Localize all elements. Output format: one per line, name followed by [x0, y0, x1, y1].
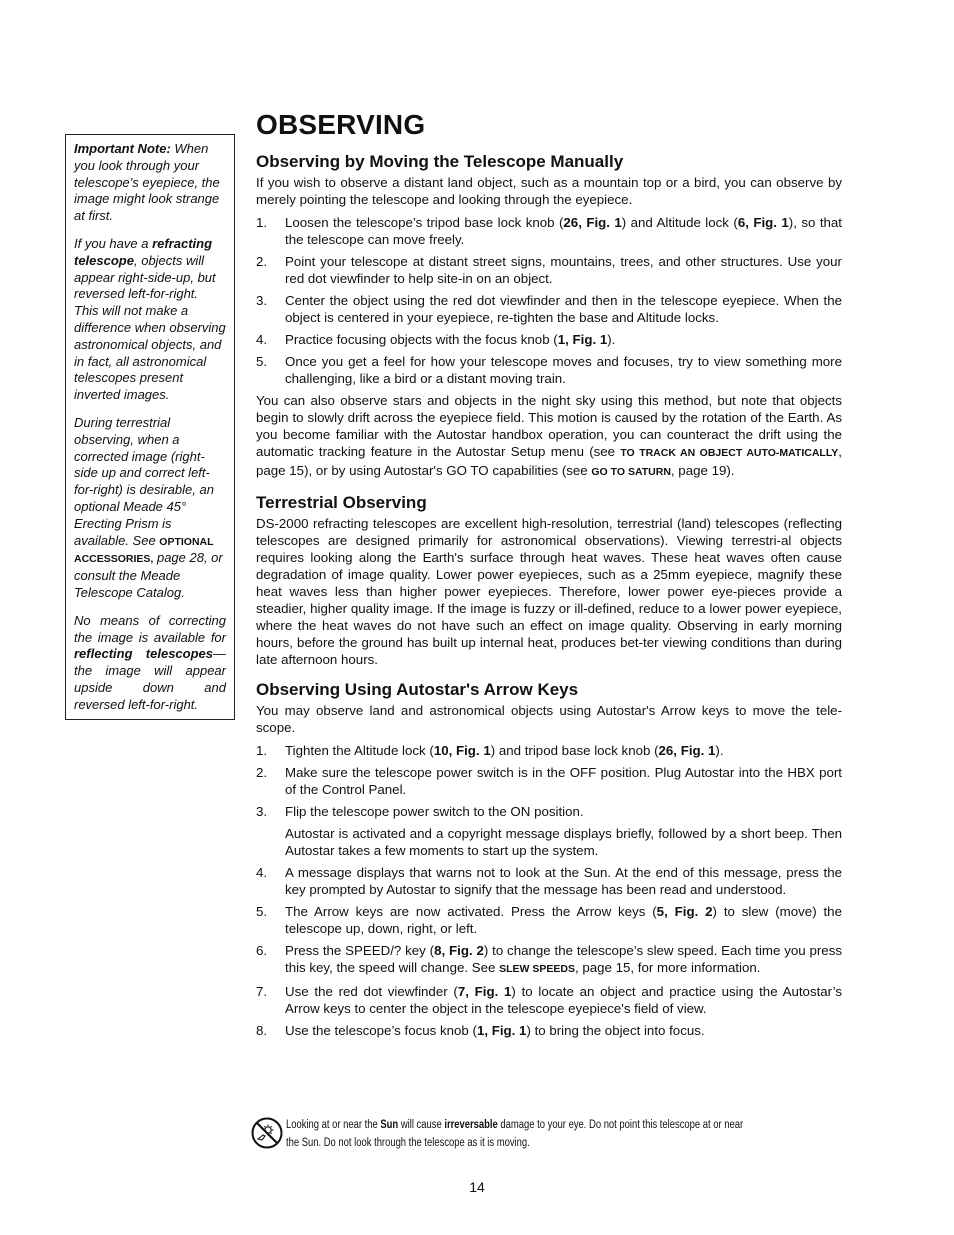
item-text: ) to bring the object into focus.: [526, 1023, 705, 1038]
page-title: OBSERVING: [256, 109, 426, 140]
section-intro: If you wish to observe a distant land object, such as a mountain top or a bird, you can observe by merely pointing the telescope and looking through the eyepiece.: [256, 175, 842, 207]
item-number: 8.: [256, 1023, 268, 1038]
section-intro: You may observe land and astronomical objects using Autostar's Arrow keys to move the tele-scope.: [256, 703, 842, 735]
item-number: 1.: [256, 215, 268, 230]
warning-part: Looking at or near the: [286, 1119, 381, 1131]
section-heading-terrestrial: Terrestrial Observing: [256, 493, 427, 512]
list-item: [256, 764, 842, 798]
item-text: Point your telescope at distant street signs, mountains, trees, and other structures. Use your red dot viewfinder to help site-in on an object.: [285, 254, 842, 286]
item-text: , page 15, for more information.: [574, 960, 761, 975]
item-text: ) and Altitude lock (: [621, 215, 738, 230]
figure-ref: 10, Fig. 1: [433, 743, 491, 758]
warning-part: damage to your eye. Do not point this telescope at or near the Sun. Do not look through the telescope as it is moving.: [286, 1119, 744, 1149]
item-text: Tighten the Altitude lock (: [285, 743, 434, 758]
list-item: [256, 864, 842, 898]
terrestrial-body: DS-2000 refracting telescopes are excellent high-resolution, terrestrial (land) telescopes (reflecting telescopes are designed primarily for astronomical observations). Viewing terrestri-al objects requires looking along the Earth's surface through heat waves. These heat waves often cause degradation of image quality. Lower power eyepieces, such as a 25mm eyepiece, magnify these heat waves less than higher power eyepieces. Therefore, lower power eye-pieces provide a steadier, higher quality image. If the image is fuzzy or ill-defined, reduce to a lower power eyepiece, where the heat waves do not have such an effect on image quality. Observing in early morning hours, before the ground has built up internal heat, produces bet-ter viewing conditions than during late afternoon hours.: [256, 516, 842, 667]
figure-ref: 7, Fig. 1: [457, 984, 512, 999]
para-text: , page 15), or by using Autostar's GO TO capabilities (see: [256, 444, 842, 478]
arrow-keys-steps-list-continued: [256, 864, 842, 1039]
item-text: ) to locate an object and practice using the Autostar’s Arrow keys to center the object in the telescope eyepiece's field of view.: [285, 984, 842, 1016]
item-text: Use the telescope’s focus knob (: [285, 1023, 477, 1038]
item-text: Once you get a feel for how your telescope moves and focuses, try to view something more challenging, like a bird or a distant moving train.: [285, 354, 842, 386]
item-number: 5.: [256, 354, 268, 369]
list-item: [256, 253, 842, 287]
figure-ref: 1, Fig. 1: [557, 332, 608, 347]
item-number: 5.: [256, 904, 268, 919]
item-text: Flip the telescope power switch to the ON position.: [285, 804, 584, 819]
warning-emphasis: Sun: [380, 1119, 399, 1131]
item-text: Press the SPEED/? key (: [285, 943, 435, 958]
item-text: The Arrow keys are now activated. Press the Arrow keys (: [285, 904, 657, 919]
warning-text: [286, 1116, 749, 1152]
item-number: 1.: [256, 743, 268, 758]
note-lead: Important Note:: [74, 141, 171, 156]
note-text: If you have a: [74, 235, 153, 251]
item-text: Use the red dot viewfinder (: [285, 984, 458, 999]
item-text: ) to slew (move) the telescope up, down, right, or left.: [285, 904, 842, 936]
note-bold: reflecting telescopes: [74, 646, 213, 662]
item-number: 4.: [256, 332, 268, 347]
item-text: ), so that the telescope can move freely.: [285, 215, 842, 247]
main-content: [256, 108, 842, 1044]
para-text: , page 19).: [670, 463, 735, 478]
cross-reference: GO TO SATURN: [591, 466, 671, 478]
figure-ref: 6, Fig. 1: [737, 215, 789, 230]
sun-warning: [251, 1116, 851, 1152]
figure-ref: 26, Fig. 1: [658, 743, 716, 758]
note-text: No means of correcting the image is available for: [74, 612, 226, 645]
item-text: ) and tripod base lock knob (: [490, 743, 659, 758]
section-heading-arrow-keys: Observing Using Autostar's Arrow Keys: [256, 680, 579, 699]
para-text: You can also observe stars and objects in the night sky using this method, but note that objects begin to slowly drift across the eyepiece field. This motion is caused by the rotation of the Earth. As you become familiar with the Autostar handbox operation, you can counteract the drift using the automatic tracking feature in the Autostar Setup menu (see: [256, 393, 842, 459]
note-paragraph-3: [74, 415, 226, 602]
item-number: 4.: [256, 865, 268, 880]
note-text: , objects will appear right-side-up, but reversed left-for-right. This will not make a difference when observing astronomical objects, and in fact, all astronomical telescopes present inverted images.: [74, 252, 226, 403]
list-item: [256, 742, 842, 759]
arrow-keys-steps-list: [256, 742, 842, 820]
item-number: 2.: [256, 254, 268, 269]
list-item: [256, 1022, 842, 1039]
list-item: [256, 903, 842, 937]
list-item: [256, 331, 842, 348]
list-item: [256, 214, 842, 248]
warning-part: will cause: [398, 1119, 445, 1131]
list-item: [256, 292, 842, 326]
manual-steps-list: [256, 214, 842, 387]
no-sun-warning-icon: [251, 1117, 283, 1149]
item-text: ).: [607, 332, 616, 347]
important-note-box: [65, 134, 235, 720]
list-item: [256, 803, 842, 820]
section-outro: [256, 392, 842, 481]
figure-ref: 26, Fig. 1: [563, 215, 622, 230]
list-item: [256, 942, 842, 978]
cross-reference: TO TRACK AN OBJECT AUTO-MATICALLY: [620, 447, 839, 459]
item-text: A message displays that warns not to look at the Sun. At the end of this message, press the key prompted by Autostar to signify that the message has been read and understood.: [285, 865, 842, 897]
cross-reference: SLEW SPEEDS: [499, 963, 575, 975]
warning-emphasis: irreversable: [444, 1119, 498, 1131]
item-text: Practice focusing objects with the focus knob (: [285, 332, 558, 347]
item-number: 7.: [256, 984, 268, 999]
note-bold: refracting telescope: [74, 235, 213, 268]
item-text: Loosen the telescope’s tripod base lock knob (: [285, 215, 564, 230]
step-3-detail: Autostar is activated and a copyright message displays briefly, followed by a short beep. Then Autostar takes a few moments to start up the system.: [285, 826, 842, 858]
item-number: 6.: [256, 943, 268, 958]
section-heading-manual: Observing by Moving the Telescope Manually: [256, 152, 624, 171]
page-number: 14: [469, 1179, 485, 1195]
figure-ref: 1, Fig. 1: [476, 1023, 527, 1038]
note-text: page 28, or consult the Meade Telescope Catalog.: [74, 550, 223, 600]
list-item: [256, 983, 842, 1017]
note-paragraph-4: [74, 613, 226, 714]
item-number: 3.: [256, 804, 268, 819]
note-paragraph-1: [74, 141, 226, 225]
list-item: [256, 353, 842, 387]
note-text: When you look through your telescope’s eyepiece, the image might look strange at first.: [74, 141, 220, 224]
figure-ref: 8, Fig. 2: [434, 943, 484, 958]
note-paragraph-2: [74, 236, 226, 404]
item-number: 2.: [256, 765, 268, 780]
figure-ref: 5, Fig. 2: [656, 904, 713, 919]
note-text: —the image will appear upside down and reversed left-for-right.: [74, 646, 226, 712]
item-text: ) to change the telescope’s slew speed. Each time you press this key, the speed will change. See: [285, 943, 842, 975]
item-text: ).: [715, 743, 724, 758]
item-text: Make sure the telescope power switch is in the OFF position. Plug Autostar into the HBX port of the Control Panel.: [285, 765, 842, 797]
item-text: Center the object using the red dot viewfinder and then in the telescope eyepiece. When the object is centered in your eyepiece, re-tighten the base and Altitude locks.: [285, 293, 842, 325]
item-number: 3.: [256, 293, 268, 308]
note-text: During terrestrial observing, when a corrected image (right-side up and correct left-for-right) is desirable, an optional Meade 45° Erecting Prism is available. See: [74, 414, 214, 548]
note-reference: OPTIONAL ACCESSORIES,: [74, 535, 214, 566]
